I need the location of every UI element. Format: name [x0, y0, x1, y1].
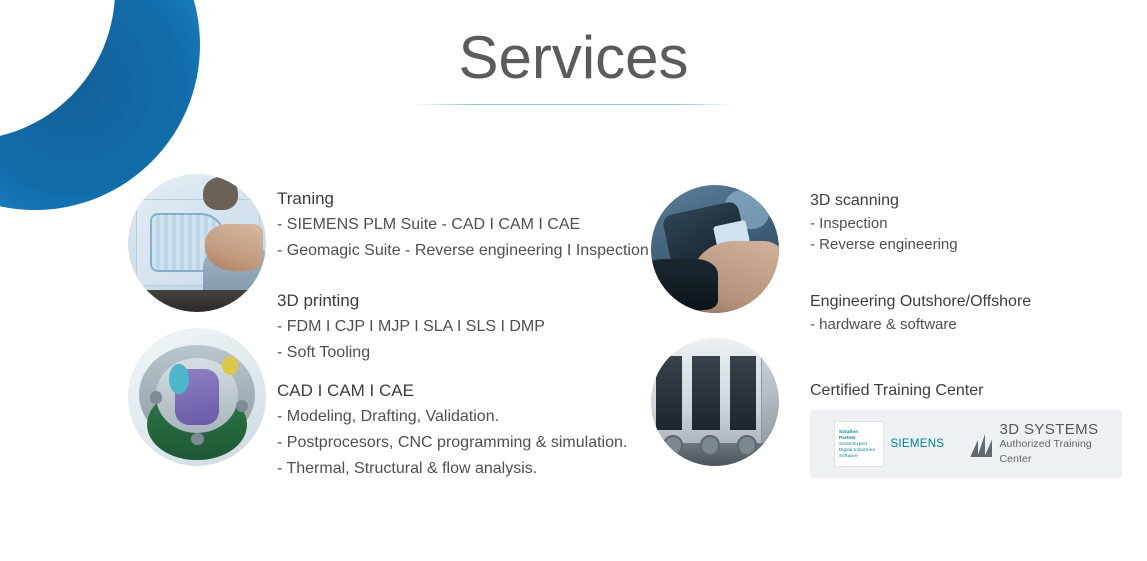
- service-line: - Postprocesors, CNC programming & simulation.: [277, 434, 628, 451]
- service-block-engineering-outsourcing: [810, 290, 1031, 335]
- assembly-bolt-shape: [236, 400, 248, 412]
- service-block-3d-printing: [277, 288, 545, 366]
- service-block-3d-scanning: [810, 189, 958, 255]
- service-line: - Inspection: [810, 215, 888, 232]
- badge-line-5: Software: [839, 453, 858, 458]
- siemens-solution-partner-badge: [834, 421, 884, 467]
- service-heading: CAD I CAM I CAE: [277, 381, 414, 400]
- service-line: - Reverse engineering: [810, 236, 958, 253]
- service-line: - SIEMENS PLM Suite - CAD I CAM I CAE: [277, 216, 581, 233]
- service-heading: Certified Training Center: [810, 382, 984, 399]
- partner-logo-strip: [810, 410, 1122, 478]
- scan-foreground-shape: [651, 259, 718, 310]
- training-whiteboard-photo: [128, 174, 266, 312]
- badge-line-1: Solution: [839, 429, 859, 434]
- service-block-certified-training-center: [810, 379, 983, 403]
- siemens-wordmark: SIEMENS: [890, 438, 945, 450]
- 3d-systems-text: [999, 422, 1122, 467]
- person-arm-shape: [205, 224, 263, 271]
- service-line: - Soft Tooling: [277, 344, 371, 361]
- service-line: - hardware & software: [810, 316, 957, 333]
- service-heading: Traning: [277, 189, 335, 208]
- 3d-systems-logo: [970, 422, 1122, 467]
- printer-knob-shape: [700, 435, 721, 456]
- service-block-cad-cam-cae: [277, 378, 627, 482]
- service-heading: Engineering Outshore/Offshore: [810, 293, 1032, 310]
- 3d-systems-mark-icon: [970, 431, 991, 457]
- printer-window-shape: [730, 356, 756, 430]
- assembly-bolt-shape: [191, 433, 203, 445]
- title-divider: [414, 104, 734, 105]
- 3d-scanning-photo: [651, 185, 779, 313]
- service-line: - Modeling, Drafting, Validation.: [277, 408, 500, 425]
- service-heading: 3D scanning: [810, 192, 899, 209]
- photo-foreground-bar: [128, 290, 266, 312]
- service-line: - Thermal, Structural & flow analysis.: [277, 460, 538, 477]
- service-line: - FDM I CJP I MJP I SLA I SLS I DMP: [277, 318, 545, 335]
- page-title: Services: [458, 24, 689, 91]
- service-heading: 3D printing: [277, 291, 360, 310]
- service-block-training: [277, 186, 649, 264]
- person-head-shape: [203, 177, 239, 210]
- badge-line-4: Digital Industries: [839, 447, 875, 452]
- 3d-printers-photo: [651, 338, 779, 466]
- badge-line-3: Smart Expert: [839, 441, 868, 446]
- printer-window-shape: [692, 356, 720, 430]
- 3d-systems-title: 3D SYSTEMS: [999, 420, 1099, 438]
- assembly-teal-part-shape: [169, 364, 188, 394]
- printer-knob-shape: [663, 435, 684, 456]
- cad-assembly-render-photo: [128, 328, 266, 466]
- 3d-systems-subtitle: Authorized Training Center: [999, 437, 1092, 465]
- badge-line-2: Partner: [839, 435, 856, 440]
- printer-window-shape: [656, 356, 682, 430]
- service-line: - Geomagic Suite - Reverse engineering I Inspection: [277, 242, 649, 259]
- printer-knob-shape: [737, 435, 758, 456]
